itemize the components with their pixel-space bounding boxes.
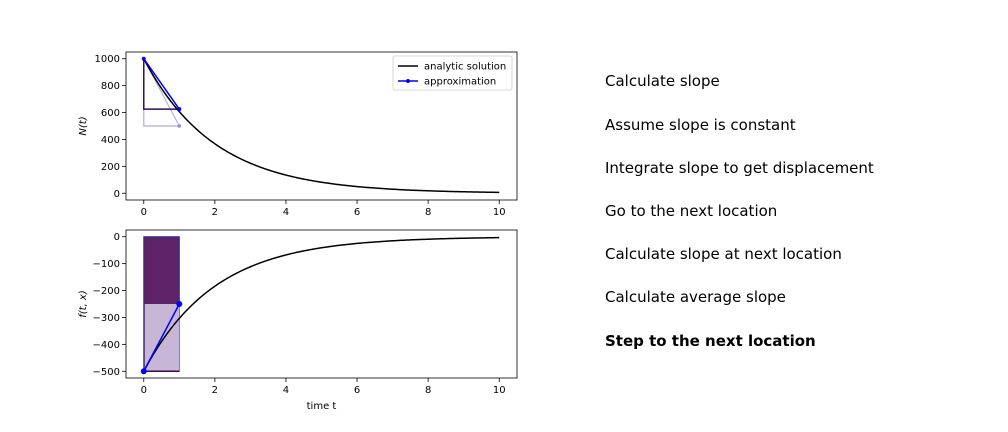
top-axes [78, 52, 517, 218]
ax2-frame [126, 230, 517, 378]
bottom-axes [78, 230, 517, 412]
step-assume-constant: Assume slope is constant [605, 116, 796, 134]
ax1-x-tick-label: 4 [282, 207, 290, 218]
ax1-y-tick-label: 0 [113, 188, 120, 200]
ax2-y-tick-label: −300 [92, 312, 120, 324]
step-calculate-slope: Calculate slope [605, 72, 720, 90]
ax1-x-tick-label: 0 [140, 207, 147, 218]
ax2-y-tick-label: 0 [113, 232, 120, 244]
ax1-legend-label: approximation [424, 76, 497, 88]
ax2-x-tick-label: 8 [424, 385, 432, 396]
ax1-y-tick-label: 600 [100, 108, 120, 120]
ax2-y-tick-label: −500 [92, 366, 120, 378]
ax2-x-tick-label: 10 [492, 385, 506, 396]
step-go-next: Go to the next location [605, 202, 778, 220]
ax2-y-tick-label: −200 [92, 286, 120, 298]
ax2-approximation-point [141, 368, 147, 374]
ax2-x-axis-label: time t [306, 401, 337, 412]
ax2-y-tick-label: −400 [92, 339, 120, 351]
ax1-y-tick-label: 800 [100, 81, 120, 93]
ax1-x-tick-label: 8 [424, 207, 432, 218]
ax1-y-axis-label: N(t) [78, 116, 89, 136]
ax1-legend-label: analytic solution [424, 61, 507, 73]
ax2-y-axis-label: f(t, x) [78, 290, 89, 318]
ax1-approximation-point [142, 57, 146, 61]
ax2-approximation-point [176, 301, 182, 307]
ax1-approximation-point [177, 107, 181, 111]
ax2-series-analytic [144, 238, 499, 372]
ax1-x-tick-label: 2 [211, 207, 219, 218]
ax1-legend-marker [406, 79, 410, 83]
ax1-x-tick-label: 6 [353, 207, 361, 218]
ax1-y-tick-label: 1000 [94, 54, 120, 66]
ax1-light-point [178, 124, 182, 128]
ax2-x-tick-label: 4 [282, 385, 290, 396]
ax2-y-tick-label: −100 [92, 259, 120, 271]
ax2-x-tick-label: 2 [211, 385, 219, 396]
ax2-x-tick-label: 0 [140, 385, 147, 396]
steps-list [605, 0, 1005, 432]
ax1-y-tick-label: 400 [100, 134, 120, 146]
step-slope-next: Calculate slope at next location [605, 245, 842, 263]
ax2-x-tick-label: 6 [353, 385, 361, 396]
step-step-next: Step to the next location [605, 332, 816, 350]
ax1-series-approximation [144, 59, 180, 109]
ax1-y-tick-label: 200 [100, 161, 120, 173]
step-average-slope: Calculate average slope [605, 288, 786, 306]
step-integrate-slope: Integrate slope to get displacement [605, 159, 874, 177]
ax1-x-tick-label: 10 [492, 207, 506, 218]
